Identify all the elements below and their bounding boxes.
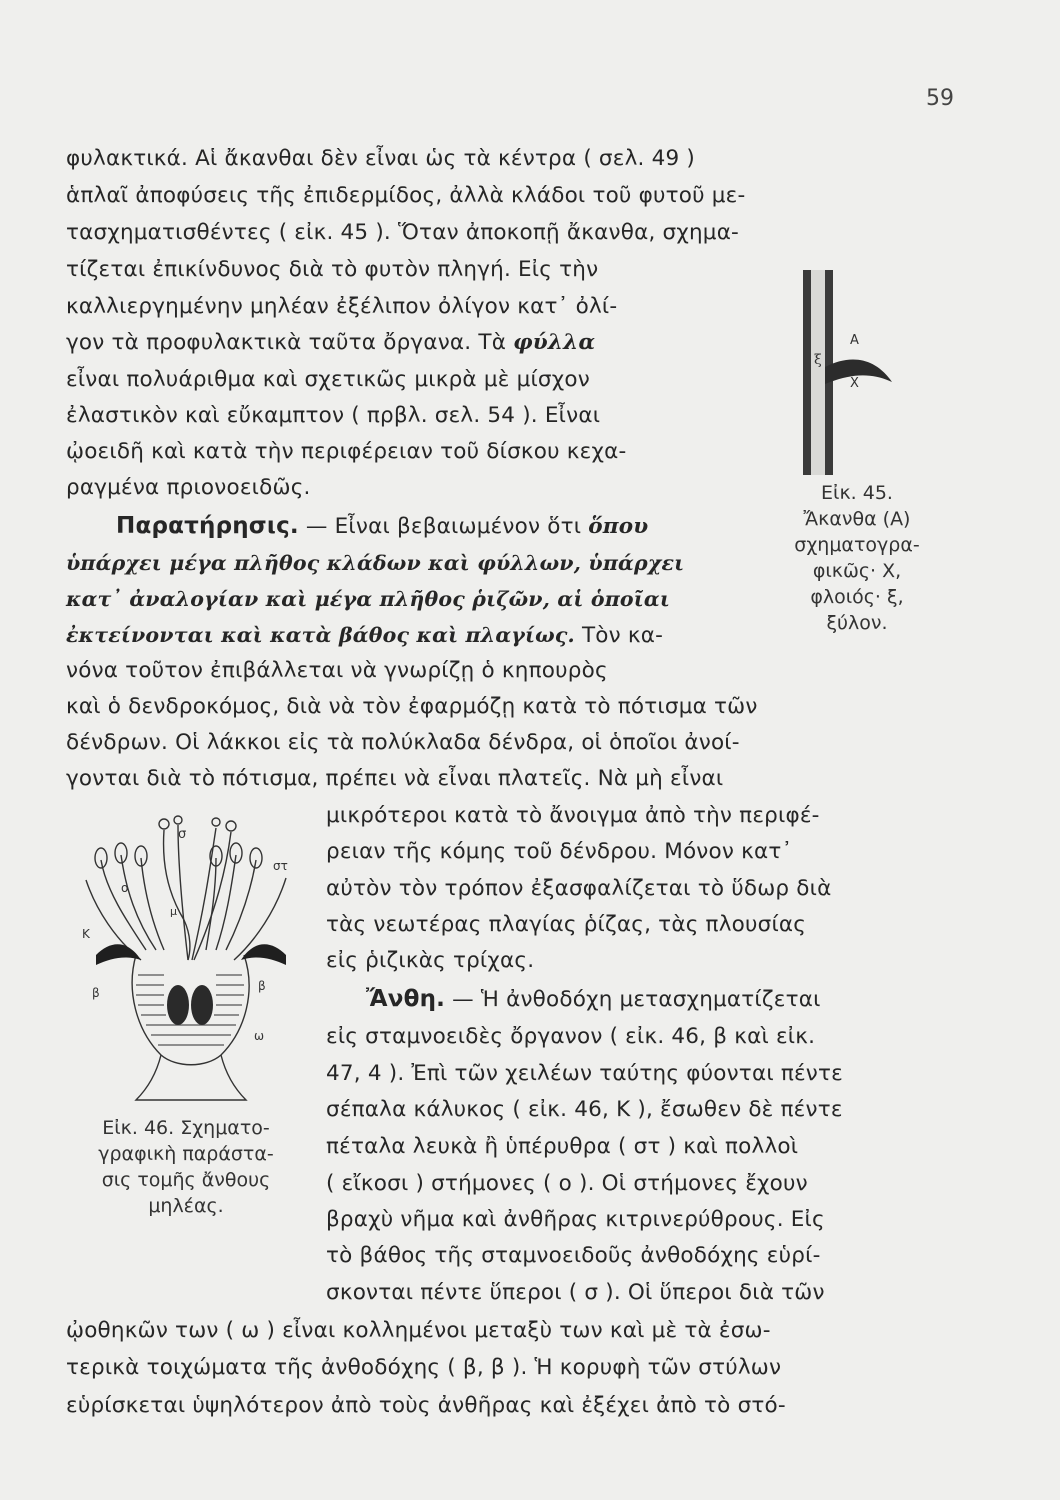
label-xi: ξ <box>814 352 822 368</box>
text-line: δένδρων. Οἱ λάκκοι εἰς τὰ πολύκλαδα δένδρα, οἱ ὁποῖοι ἀνοί- <box>66 730 740 755</box>
text-line: βραχὺ νῆμα καὶ ἀνθῆρας κιτρινερύθρους. Εἰς <box>326 1207 825 1232</box>
figure-46-flower-section <box>66 800 316 1110</box>
text-line <box>66 327 595 359</box>
stigma <box>174 816 182 824</box>
text-line: νόνα τοῦτον ἐπιβάλλεται νὰ γνωρίζῃ ὁ κηπουρὸς <box>66 658 608 683</box>
label-mu: μ <box>170 905 177 918</box>
figure-45-caption <box>772 480 942 636</box>
receptacle-hatching <box>136 975 244 1045</box>
text-line: ᾠοθηκῶν των ( ω ) εἶναι κολλημένοι μεταξὺ των καὶ μὲ τὰ ἐσω- <box>66 1318 771 1343</box>
bold-text-line: κατ᾽ ἀναλογίαν καὶ μέγα πλῆθος ῥιζῶν, αἱ ὁποῖαι <box>66 587 670 611</box>
caption-line: φικῶς· Χ, <box>812 560 902 582</box>
caption-line: Ἄκανθα (Α) <box>803 508 911 530</box>
caption-line: γραφικὴ παράστα- <box>98 1143 274 1165</box>
caption-line: ξύλον. <box>826 612 888 634</box>
label-sigma: σ <box>178 827 187 842</box>
anther <box>95 848 107 868</box>
text-line: γονται διὰ τὸ πότισμα, πρέπει νὰ εἶναι πλατεῖς. Νὰ μὴ εἶναι <box>66 766 724 791</box>
text-line: τὰς νεωτέρας πλαγίας ῥίζας, τὰς πλουσίας <box>326 912 807 937</box>
stigma <box>159 819 169 829</box>
text-line: ᾠοειδῆ καὶ κατὰ τὴν περιφέρειαν τοῦ δίσκου κεχα- <box>66 439 627 464</box>
label-x: Χ <box>850 376 859 391</box>
sepal-right <box>241 944 286 965</box>
text-line: εὑρίσκεται ὑψηλότερον ἀπὸ τοὺς ἀνθῆρας καὶ ἐξέχει ἀπὸ τὸ στό- <box>66 1393 786 1418</box>
text-line: εἶναι πολυάριθμα καὶ σχετικῶς μικρὰ μὲ μίσχον <box>66 367 590 392</box>
text-line: εἰς σταμνοειδὲς ὄργανον ( εἰκ. 46, β καὶ εἰκ. <box>326 1024 816 1049</box>
stem-wood <box>811 270 825 475</box>
text-line: πέταλα λευκὰ ἢ ὑπέρυθρα ( στ ) καὶ πολλοὶ <box>326 1134 799 1159</box>
label-omega: ω <box>254 1029 265 1043</box>
stamen-filament <box>226 860 256 950</box>
text-span: γον τὰ προφυλακτικὰ ταῦτα ὄργανα. Τὰ <box>66 330 507 355</box>
bold-text: ὅπου <box>588 514 649 539</box>
anther <box>230 843 242 863</box>
text-line: σέπαλα κάλυκος ( εἰκ. 46, Κ ), ἔσωθεν δὲ πέντε <box>326 1097 843 1122</box>
text-line <box>66 619 663 652</box>
ovary-left <box>167 985 189 1025</box>
stigma <box>226 821 236 831</box>
text-line: τερικὰ τοιχώματα τῆς ἀνθοδόχης ( β, β ). Ἡ κορυφὴ τῶν στύλων <box>66 1355 782 1380</box>
text-line: καλλιεργημένην μηλέαν ἐξέλιπον ὀλίγον κατ᾽ ὀλί- <box>66 294 618 319</box>
caption-line: Εἰκ. 45. <box>821 482 893 504</box>
caption-line: φλοιός· ξ, <box>810 586 904 608</box>
text-span: — Εἶναι βεβαιωμένον ὅτι <box>305 514 582 539</box>
figure-46-caption <box>66 1115 306 1219</box>
caption-line: μηλέας. <box>148 1195 224 1217</box>
note-heading: Παρατήρησις. <box>116 513 299 539</box>
receptacle-outline <box>132 955 249 1065</box>
text-line: τασχηματισθέντες ( εἰκ. 45 ). Ὅταν ἀποκοπῇ ἄκανθα, σχημα- <box>66 220 740 245</box>
anther <box>115 843 127 863</box>
ovary-right <box>191 985 213 1025</box>
text-line: ἁπλαῖ ἀποφύσεις τῆς ἐπιδερμίδος, ἀλλὰ κλάδοι τοῦ φυτοῦ με- <box>66 183 746 208</box>
label-beta-left: β <box>92 986 100 1000</box>
label-beta-right: β <box>258 979 266 993</box>
text-line: τίζεται ἐπικίνδυνος διὰ τὸ φυτὸν πληγή. Εἰς τὴν <box>66 257 599 282</box>
stamen-filament <box>141 858 164 950</box>
text-span: Τὸν κα- <box>581 623 664 648</box>
text-span: — Ἡ ἀνθοδόχη μετασχηματίζεται <box>452 987 821 1012</box>
caption-line: Εἰκ. 46. Σχηματο- <box>102 1117 270 1139</box>
stamen-filament <box>121 855 156 950</box>
bold-text: ἐκτείνονται καὶ κατὰ βάθος καὶ πλαγίως. <box>66 623 575 647</box>
label-o: ο <box>121 881 129 895</box>
text-line <box>366 983 821 1016</box>
text-line: φυλακτικά. Αἱ ἄκανθαι δὲν εἶναι ὡς τὰ κέντρα ( σελ. 49 ) <box>66 146 695 171</box>
bold-text-line: ὑπάρχει μέγα πλῆθος κλάδων καὶ φύλλων, ὑπάρχει <box>66 551 685 575</box>
stigma <box>212 818 220 826</box>
caption-line: σχηματογρα- <box>794 534 920 556</box>
text-line: ρειαν τῆς κόμης τοῦ δένδρου. Μόνον κατ᾽ <box>326 839 793 864</box>
text-line: εἰς ῥιζικὰς τρίχας. <box>326 948 535 973</box>
text-line: 47, 4 ). Ἐπὶ τῶν χειλέων ταύτης φύονται πέντε <box>326 1061 843 1086</box>
page-number: 59 <box>926 86 954 111</box>
text-line: ἐλαστικὸν καὶ εὔκαμπτον ( πρβλ. σελ. 54 ). Εἶναι <box>66 403 601 428</box>
text-line: τὸ βάθος τῆς σταμνοειδοῦς ἀνθοδόχης εὑρί- <box>326 1243 821 1268</box>
bold-term-leaves: φύλλα <box>513 330 596 355</box>
label-st: στ <box>273 859 288 873</box>
text-line: ( εἴκοσι ) στήμονες ( ο ). Οἱ στήμονες ἔχουν <box>326 1171 808 1196</box>
text-line: αὐτὸν τὸν τρόπον ἐξασφαλίζεται τὸ ὕδωρ διὰ <box>326 876 832 901</box>
text-line: σκονται πέντε ὕπεροι ( σ ). Οἱ ὕπεροι διὰ τῶν <box>326 1280 825 1305</box>
figure-45-thorn-illustration <box>770 262 920 482</box>
text-line: ραγμένα πριονοειδῶς. <box>66 475 311 500</box>
anther <box>250 848 262 868</box>
flowers-heading: Ἄνθη. <box>366 986 446 1012</box>
caption-line: σις τομῆς ἄνθους <box>101 1169 271 1191</box>
text-line: μικρότεροι κατὰ τὸ ἄνοιγμα ἀπὸ τὴν περιφέ- <box>326 803 820 828</box>
stalk-outline <box>136 1055 246 1100</box>
style-line <box>178 825 188 960</box>
label-kappa: Κ <box>82 927 90 941</box>
text-line <box>116 510 648 543</box>
text-line: καὶ ὁ δενδροκόμος, διὰ νὰ τὸν ἐφαρμόζῃ κατὰ τὸ πότισμα τῶν <box>66 694 758 719</box>
stamen-filament <box>101 860 146 950</box>
label-a: Α <box>850 333 859 348</box>
